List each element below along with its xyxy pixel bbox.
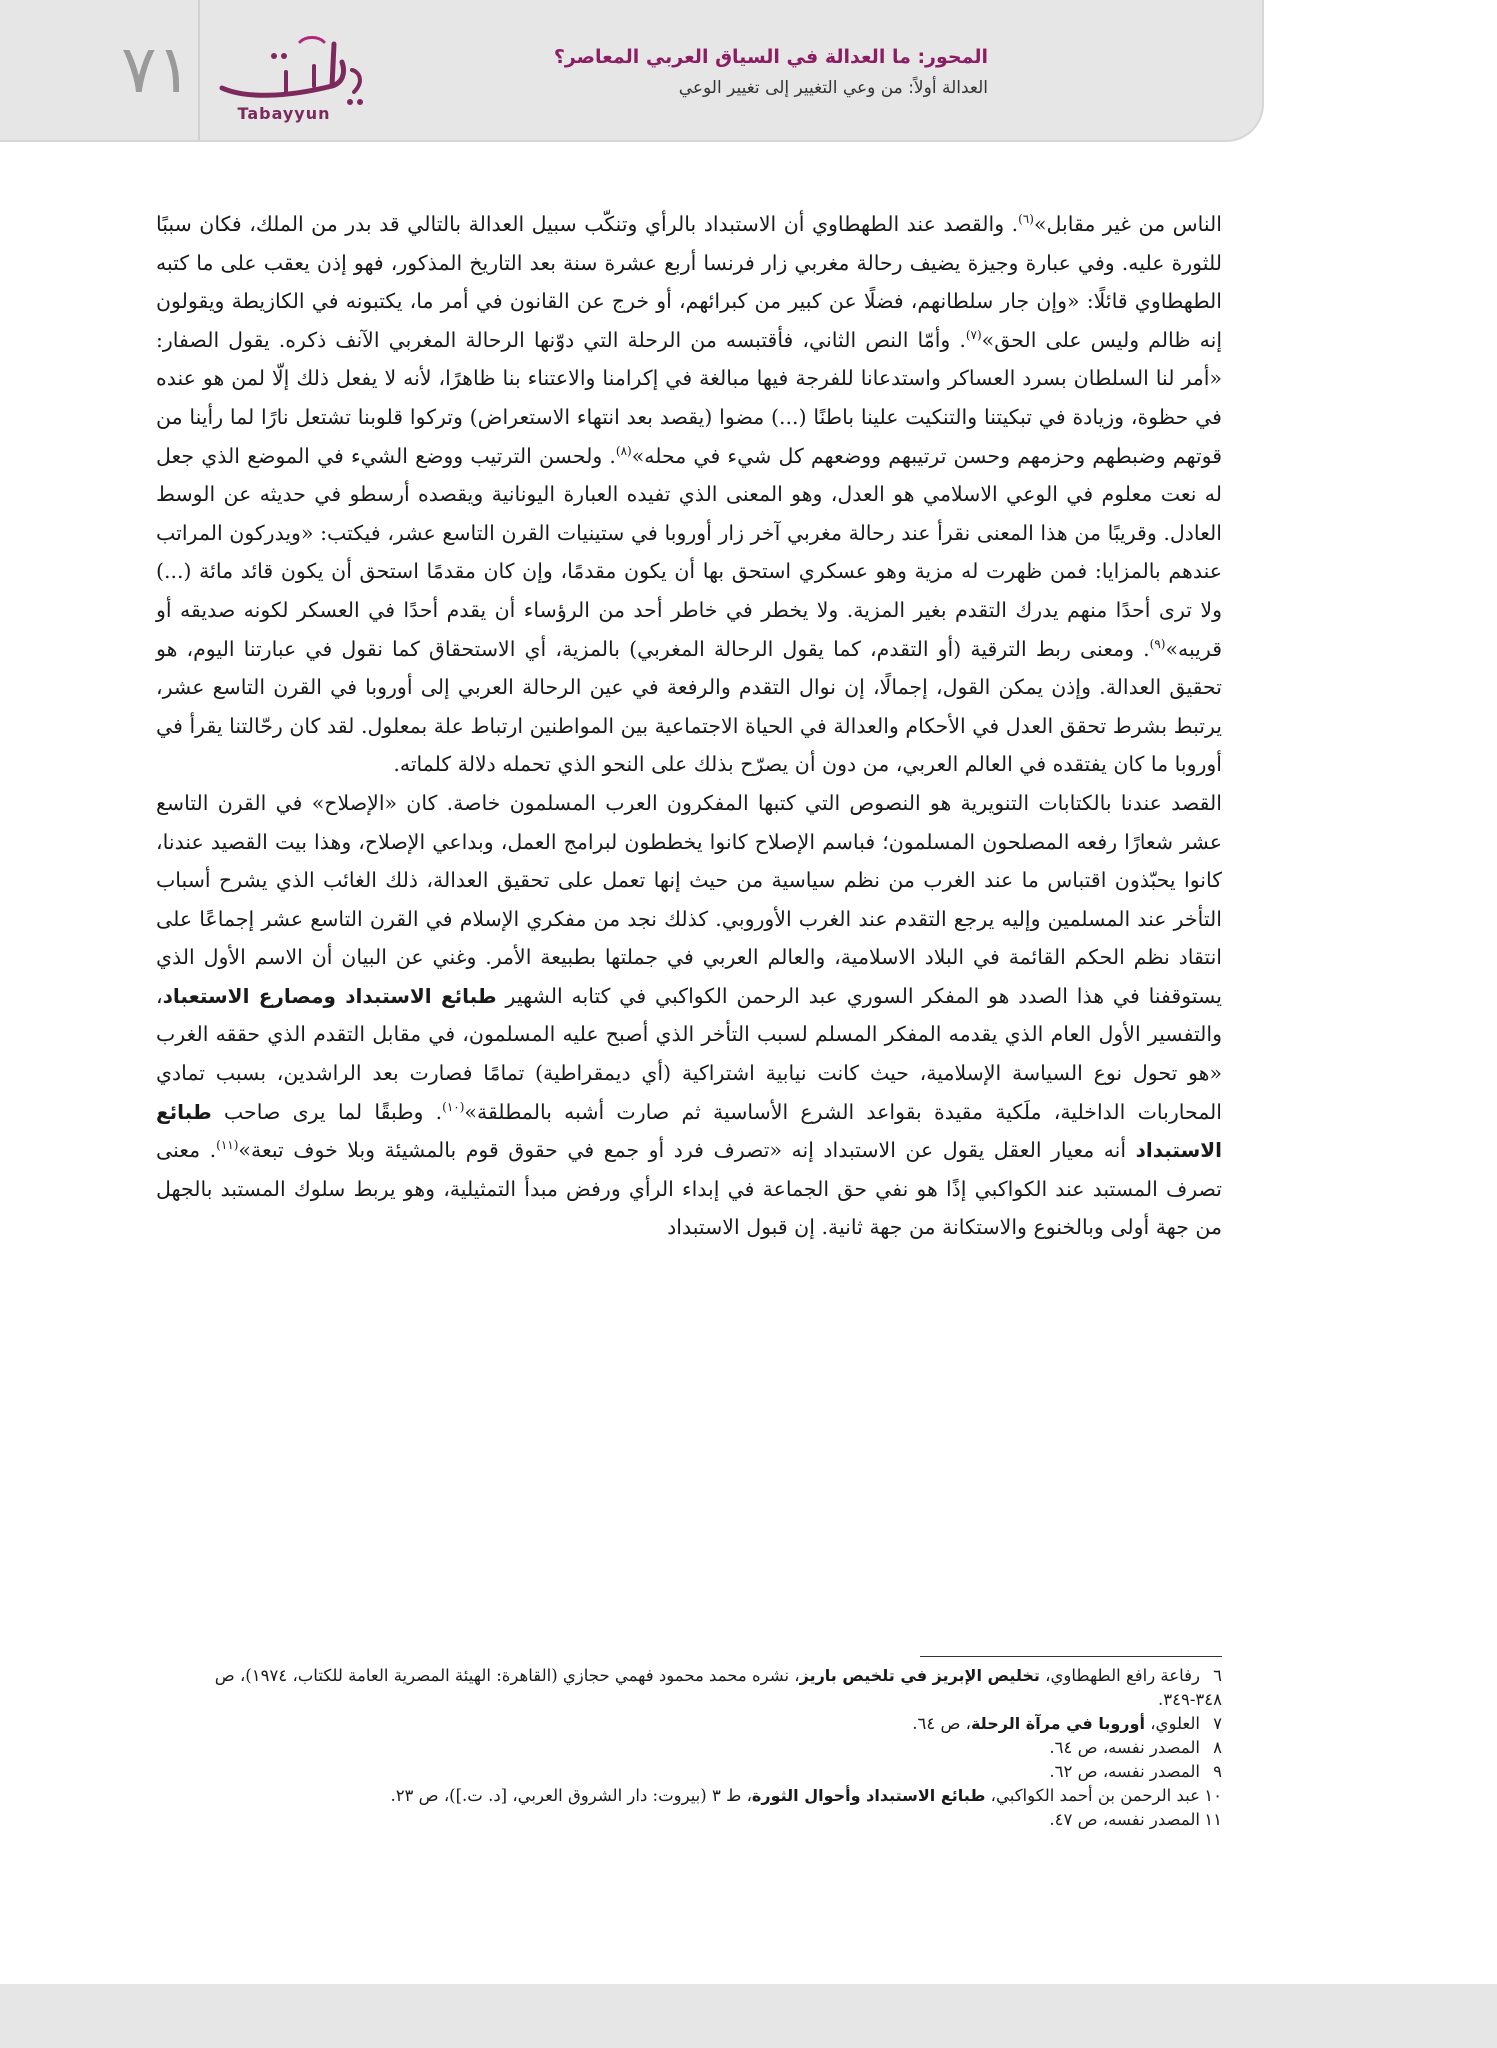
footnote-title: تخليص الإبريز في تلخيص باريز [799, 1666, 1040, 1685]
footnote-ref-11[interactable]: (١١) [216, 1138, 239, 1153]
header-divider [198, 0, 200, 140]
header-band [0, 0, 1264, 142]
footer-band [0, 1984, 1497, 2048]
p1-text-2: . والقصد عند الطهطاوي أن الاستبداد بالرأي وتنكّب سبيل العدالة بالتالي قد بدر من الملك، فكان سببًا للثورة عليه. وفي عبارة وجيزة يضيف رحالة مغربي زار فرنسا أربع عشرة سنة بعد التاريخ المذكور، فهو إذن يعقب على ما كتبه الطهطاوي قائلًا: «وإن جار سلطانهم، فضلًا عن كبير من كبرائهم، أو خرج عن القانون في أمر ما، يكتبونه في الكازيطة ويقولون إنه ظالم وليس على الحق» [156, 212, 1223, 352]
footnote-11 [156, 1808, 1222, 1832]
footnote-10 [156, 1784, 1222, 1808]
p1-text-5: . ومعنى ربط الترقية (أو التقدم، كما يقول الرحالة المغربي) بالمزية، أي الاستحقاق كما نقول في عبارتنا اليوم، هو تحقيق العدالة. وإذن يمكن القول، إجمالًا، إن نوال التقدم والرفعة في عين الرحالة العربي إلى أوروبا في القرن التاسع عشر، يرتبط بشرط تحقق العدل في الأحكام والعدالة في الحياة الاجتماعية بين المواطنين ارتباط علة بمعلول. لقد كان رحّالتنا يقرأ في أوروبا ما كان يفتقده في العالم العربي، من دون أن يصرّح بذلك على النحو الذي تحمله دلالة كلماته. [156, 636, 1222, 777]
footnote-number: ٩ [1213, 1762, 1222, 1781]
footnote-number: ١٠ [1204, 1786, 1222, 1805]
footnote-text: ، ط ٣ (بيروت: دار الشروق العربي، [د. ت.])، ص ٢٣. [390, 1786, 752, 1805]
footnote-title: طبائع الاستبداد وأحوال الثورة [751, 1786, 986, 1805]
footnote-number: ١١ [1204, 1810, 1222, 1829]
p2-text-4: أنه معيار العقل يقول عن الاستبداد إنه «تصرف فرد أو جمع في حقوق قوم بالمشيئة وبلا خوف تبعة» [238, 1138, 1136, 1163]
footnote-text: عبد الرحمن بن أحمد الكواكبي، [985, 1786, 1200, 1805]
footnote-text: العلوي، [1144, 1714, 1200, 1733]
footnote-ref-10[interactable]: (١٠) [442, 1099, 465, 1114]
footnote-text: رفاعة رافع الطهطاوي، [1039, 1666, 1200, 1685]
book-title-short-bold: طبائع الاستبداد [156, 1099, 1222, 1163]
p2-text-1: القصد عندنا بالكتابات التنويرية هو النصوص التي كتبها المفكرون العرب المسلمون خاصة. كان «الإصلاح» في القرن التاسع عشر شعارًا رفعه المصلحون المسلمون؛ فباسم الإصلاح كانوا يخططون لبرامج العمل، وبداعي الإصلاح، وهذا بيت القصيد عندنا، كانوا يحبّذون اقتباس ما عند الغرب من نظم سياسية من حيث إنها تعمل على تحقيق العدالة، ذلك الغائب الذي يشرح أسباب التأخر عند المسلمين وإليه يرجع التقدم عند الغرب الأوروبي. كذلك نجد من مفكري الإسلام في القرن التاسع عشر إجماعًا على انتقاد نظم الحكم القائمة في البلاد الاسلامية، والعالم العربي في جملتها بطبيعة الأمر. وغني عن البيان أن الاسم الأول الذي يستوقفنا في هذا الصدد هو المفكر السوري عبد الرحمن الكواكبي في كتابه الشهير [156, 790, 1222, 1008]
section-title: العدالة أولاً: من وعي التغيير إلى تغيير الوعي [678, 78, 988, 98]
footnote-text: ، ص ٦٤. [912, 1714, 971, 1733]
running-header [208, 46, 988, 98]
book-title-bold: طبائع الاستبداد ومصارع الاستعباد [162, 983, 497, 1008]
footnote-separator [920, 1656, 1222, 1657]
footnote-ref-6[interactable]: (٦) [1018, 212, 1034, 227]
p2-text-3: . وطبقًا لما يرى صاحب [211, 1099, 443, 1124]
footnote-text: المصدر نفسه، ص ٦٢. [1049, 1762, 1200, 1781]
logo-latin: Tabayyun [237, 104, 331, 123]
footnote-ref-8[interactable]: (٨) [615, 443, 632, 458]
footnote-number: ٦ [1213, 1666, 1222, 1685]
footnote-text: ، نشره محمد محمود فهمي حجازي (القاهرة: الهيئة المصرية العامة للكتاب، ١٩٧٤)، ص ٣٤٨-٣٤٩. [214, 1666, 1222, 1709]
body-text [156, 205, 1222, 1247]
footnote-text: المصدر نفسه، ص ٦٤. [1049, 1738, 1200, 1757]
footnote-number: ٧ [1213, 1714, 1222, 1733]
footnote-9 [156, 1760, 1222, 1784]
axis-title: المحور: ما العدالة في السياق العربي المعاصر؟ [553, 46, 988, 68]
footnote-7 [156, 1712, 1222, 1736]
page-number: ٧١ [121, 31, 192, 108]
p2-text-5: . معنى تصرف المستبد عند الكواكبي إذًا هو نفي حق الجماعة في إبداء الرأي ورفض مبدأ التمثيلية، وهو يربط سلوك المستبد بالجهل من جهة أولى وبالخنوع والاستكانة من جهة ثانية. إن قبول الاستبداد [156, 1138, 1222, 1240]
paragraph-2 [156, 784, 1222, 1247]
footnote-ref-7[interactable]: (٧) [965, 327, 982, 342]
p1-text-4: . ولحسن الترتيب ووضع الشيء في الموضع الذي جعل له نعت معلوم في الوعي الاسلامي هو العدل، وهو المعنى الذي تفيده العبارة اليونانية ويقصده أرسطو في حديثه عن الوسط العادل. وقريبًا من هذا المعنى نقرأ عند رحالة مغربي آخر زار أوروبا في ستينيات القرن التاسع عشر، فيكتب: «ويدركون المراتب عندهم بالمزايا: فمن ظهرت له مزية وهو عسكري استحق بها أن يكون مقدمًا، وإن كان مقدمًا استحق أن يكون قائد مائة (...) ولا ترى أحدًا منهم يدرك التقدم بغير المزية. ولا يخطر في خاطر أحد من الرؤساء أن يقدم أحدًا في العسكر لكونه صديقه أو قريبه» [156, 443, 1222, 661]
footnote-title: أوروبا في مرآة الرحلة [970, 1714, 1145, 1733]
footnotes [156, 1664, 1222, 1832]
footnote-ref-9[interactable]: (٩) [1149, 636, 1166, 651]
p1-text-1: الناس من غير مقابل» [1033, 212, 1222, 236]
footnote-text: المصدر نفسه، ص ٤٧. [1049, 1810, 1200, 1829]
footnote-6 [156, 1664, 1222, 1712]
footnote-number: ٨ [1213, 1738, 1222, 1757]
footnote-8 [156, 1736, 1222, 1760]
p2-text-2: ، والتفسير الأول العام الذي يقدمه المفكر المسلم لسبب التأخر الذي أصبح عليه المسلمون، في مقابل التقدم الذي حققه الغرب «هو تحول نوع السياسة الإسلامية، حيث كانت نيابية اشتراكية (أي ديمقراطية) تمامًا فصارت بعد الراشدين، بسبب تمادي المحاربات الداخلية، ملَكية مقيدة بقواعد الشرع الأساسية ثم صارت أشبه بالمطلقة» [156, 983, 1222, 1124]
p1-text-3: . وأمّا النص الثاني، فأقتبسه من الرحلة التي دوّنها الرحالة المغربي الآنف ذكره. يقول الصفار: «أمر لنا السلطان بسرد العساكر واستدعانا للفرجة فيها مبالغة في إكرامنا والاعتناء بنا ظاهرًا، لأنه لا يفعل ذلك إلّا لمن هو عنده في حظوة، وزيادة في تبكيتنا والتنكيت علينا باطنًا (...) مضوا (يقصد بعد انتهاء الاستعراض) وتركوا قلوبنا تشتعل نارًا لما رأينا من قوتهم وضبطهم وحزمهم وحسن ترتيبهم ووضعهم كل شيء في محله» [156, 327, 1223, 468]
paragraph-1 [156, 205, 1222, 784]
